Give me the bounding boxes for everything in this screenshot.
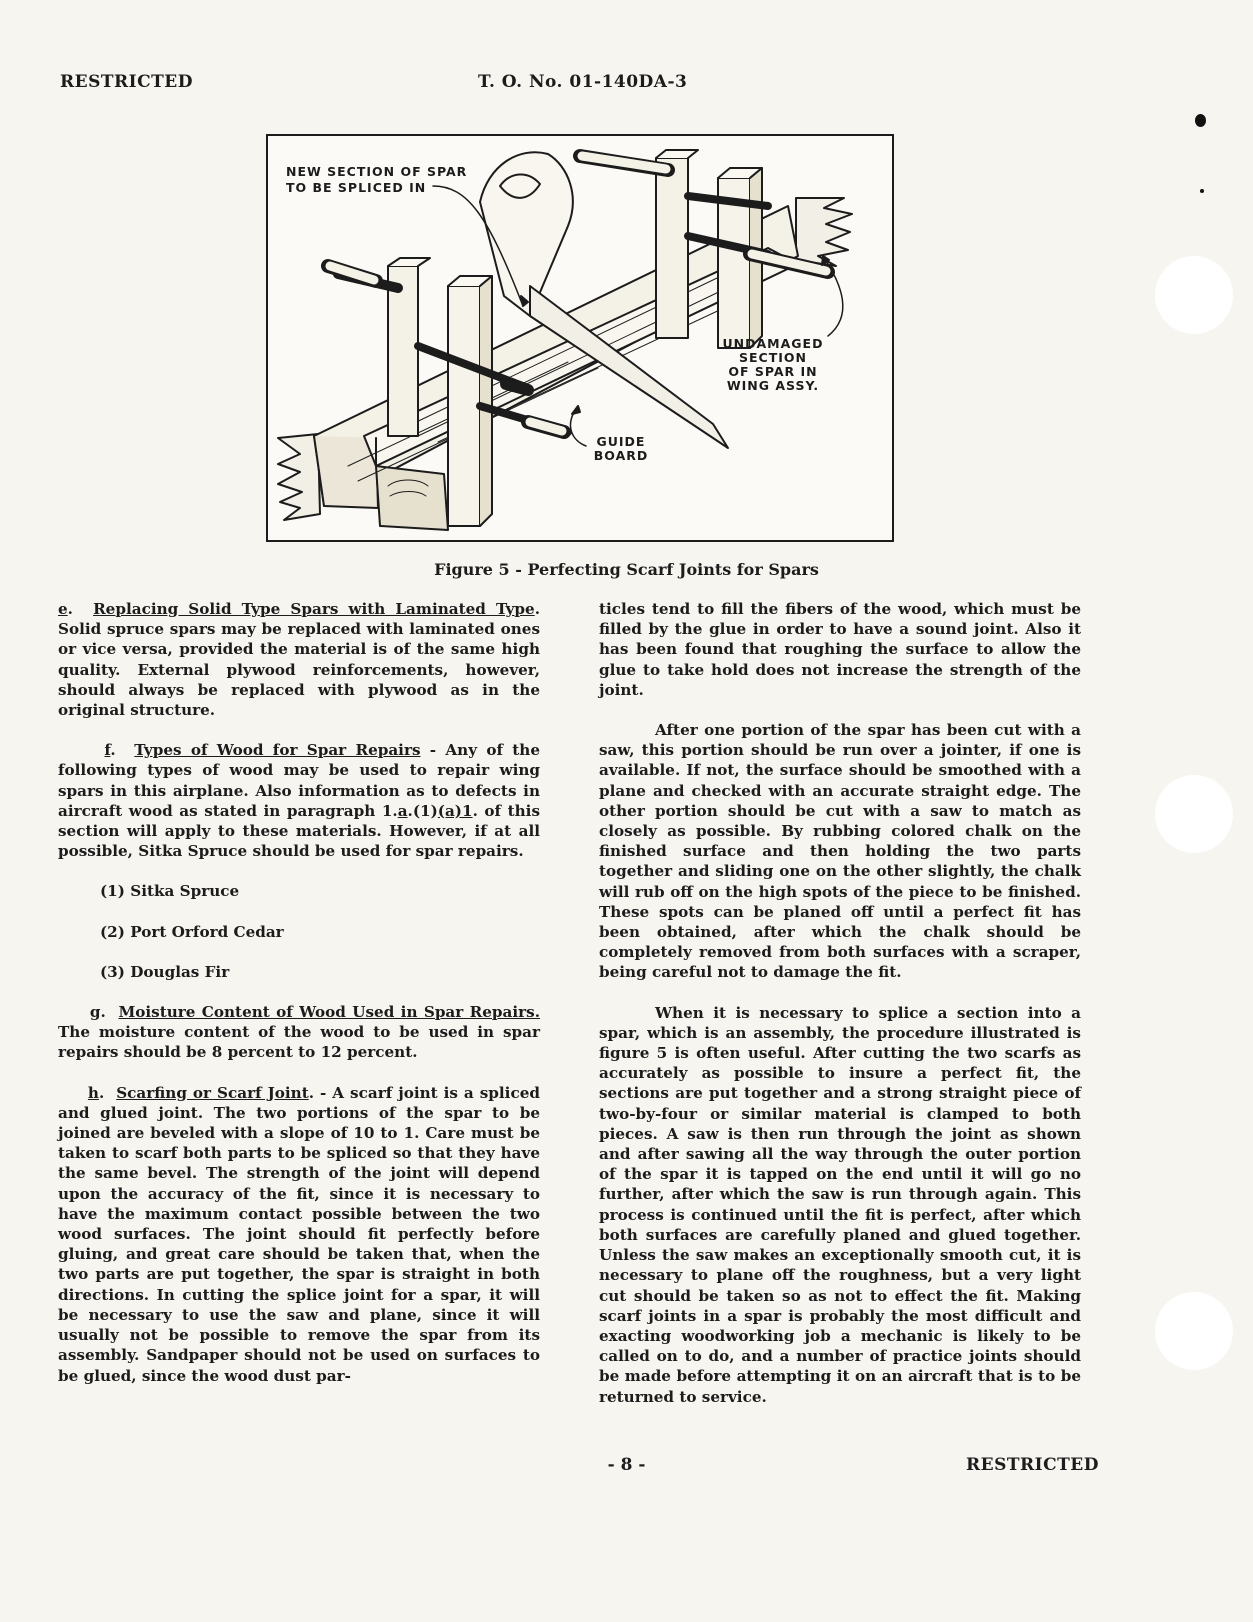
paragraph-h-heading: Scarfing or Scarf Joint xyxy=(116,1083,309,1102)
callout-new-section-line1: NEW SECTION OF SPAR xyxy=(286,164,468,179)
callout-new-section-line2: TO BE SPLICED IN xyxy=(286,180,427,195)
left-text-column xyxy=(58,599,540,1386)
splintered-spar-end-left xyxy=(278,434,320,520)
paragraph-h: h. Scarfing or Scarf Joint. - A scarf joint is a spliced and glued joint. The two portions of the spar to be joined are beveled with a slope of 10 to 1. Care must be taken to scarf both parts to be spliced so that they have the same bevel. The strength of the joint will depend upon the accuracy of the fit, since it is necessary to have the maximum contact possible between the two wood surfaces. The joint should fit perfectly before gluing, and great care should be taken that, when the two parts are put together, the spar is straight in both directions. In cutting the splice joint for a spar, it will be necessary to use the saw and plane, since it will usually not be possible to remove the spar from its assembly. Sandpaper should not be used on surfaces to be glued, since the wood dust par- xyxy=(58,1083,540,1385)
wood-type-item: (3) Douglas Fir xyxy=(100,962,230,981)
document-number: T. O. No. 01-140DA-3 xyxy=(478,72,688,92)
binder-hole-middle xyxy=(1155,775,1233,853)
paragraph-g-body: The moisture content of the wood to be used in spar repairs should be 8 percent to 12 percent. xyxy=(58,1023,540,1062)
callout-undamaged-line2: SECTION xyxy=(739,350,807,365)
ink-speck xyxy=(1200,189,1204,193)
paragraph-ref-item: 1 xyxy=(462,801,473,820)
paragraph-e: e. Replacing Solid Type Spars with Laminated Type. Solid spruce spars may be replaced with laminated ones or vice versa, provided the material is of the same high quality. External plywood reinforcements, however, should always be replaced with plywood as in the original structure. xyxy=(58,600,540,720)
paragraph-f-heading: Types of Wood for Spar Repairs xyxy=(134,741,421,760)
binder-hole-top xyxy=(1155,256,1233,334)
paragraph-h-marker: h xyxy=(87,1083,99,1102)
paragraph-g-marker: g xyxy=(89,1003,101,1022)
paragraph-ref-sub: .(1) xyxy=(407,801,438,820)
figure-caption: Figure 5 - Perfecting Scarf Joints for Spars xyxy=(434,560,819,579)
callout-guide-line1: GUIDE xyxy=(596,434,646,449)
wood-type-item: (2) Port Orford Cedar xyxy=(100,922,284,941)
paragraph-h-body: . - A scarf joint is a spliced and glued joint. The two portions of the spar to be joined are beveled with a slope of 10 to 1. Care must be taken to scarf both parts to be spliced so that they have the same bevel. The strength of the joint will depend upon the accuracy of the fit, since it is necessary to have the maximum contact possible between the two wood surfaces. The joint should fit perfectly before gluing, and great care should be taken that, when the two parts are put together, the spar is straight in both directions. In cutting the splice joint for a spar, it will be necessary to use the saw and plane, since it will usually not be possible to remove the spar from its assembly. Sandpaper should not be used on surfaces to be glued, since the wood dust par- xyxy=(58,1083,540,1385)
paragraph-e-body: Solid spruce spars may be replaced with laminated ones or vice versa, provided the material is of the same high quality. External plywood reinforcements, however, should always be replaced with plywood as in the original structure. xyxy=(58,620,540,720)
page-footer-classification: RESTRICTED xyxy=(966,1455,1099,1475)
callout-undamaged-line4: WING ASSY. xyxy=(726,378,820,393)
clamp-jaw-left-front xyxy=(448,286,480,526)
paragraph-e-heading: Replacing Solid Type Spars with Laminated Type xyxy=(93,600,535,618)
paragraph-jointer: After one portion of the spar has been cut with a saw, this portion should be run over a jointer, if one is available. If not, the surface should be smoothed with a plane and checked with an accurate straight edge. The other portion should be cut with a saw to match as closely as possible. By rubbing colored chalk on the finished surface and then holding the two parts together and sliding one on the other slightly, the chalk will rub off on the high spots of the piece to be finished. These spots can be planed off until a perfect fit has been obtained, after which the chalk should be completely removed from both surfaces with a scraper, being careful not to damage the fit. xyxy=(599,721,1081,982)
paragraph-f-body-part2: . of this section will apply to these materials. However, if at all possible, Sitka Spruce should be used for spar repairs. xyxy=(58,801,541,861)
right-text-column xyxy=(599,599,1081,1407)
page-number: - 8 - xyxy=(607,1455,646,1475)
paragraph-ref-letter: a xyxy=(397,801,408,820)
callout-undamaged-line3: OF SPAR IN xyxy=(728,364,818,379)
ink-spot xyxy=(1195,114,1206,127)
paragraph-e-marker: e xyxy=(58,600,68,618)
paragraph-continued: ticles tend to fill the fibers of the wood, which must be filled by the glue in order to have a sound joint. Also it has been found that roughing the surface to allow the glue to take hold does not increase the strength of the joint. xyxy=(599,600,1081,699)
callout-undamaged-line1: UNDAMAGED xyxy=(722,336,824,351)
paragraph-g-heading: Moisture Content of Wood Used in Spar Repairs. xyxy=(118,1003,540,1022)
paragraph-g: g. Moisture Content of Wood Used in Spar Repairs. The moisture content of the wood to be used in spar repairs should be 8 percent to 12 percent. xyxy=(58,1003,540,1062)
paragraph-ref-number: 1. xyxy=(381,801,398,820)
wood-type-item: (1) Sitka Spruce xyxy=(100,882,240,901)
scarf-joint-drawing xyxy=(268,136,892,540)
callout-guide-line2: BOARD xyxy=(593,448,649,463)
paragraph-splice-procedure: When it is necessary to splice a section into a spar, which is an assembly, the procedure illustrated is figure 5 is often useful. After cutting the two scarfs as accurately as possible to insure a perfect fit, the sections are put together and a strong straight piece of two-by-four or similar material is clamped to both pieces. A saw is then run through the joint as shown and after sawing all the way through the outer portion of the spar it is tapped on the end until it will go no further, after which the saw is run through again. This process is continued until the fit is perfect, after which both surfaces are carefully planed and glued together. Unless the saw makes an exceptionally smooth cut, it is necessary to plane off the roughness, but a very light cut should be taken so as not to effect the fit. Making scarf joints in a spar is probably the most difficult and exacting woodworking job a mechanic is likely to be called on to do, and a number of practice joints should be made before attempting it on an aircraft that is to be returned to service. xyxy=(599,1003,1081,1406)
paragraph-f-marker: f xyxy=(104,741,111,760)
clamp-jaw-right-rear xyxy=(656,158,688,338)
page-header-left: RESTRICTED xyxy=(60,72,193,92)
figure-5-illustration xyxy=(266,134,894,542)
binder-hole-bottom xyxy=(1155,1292,1233,1370)
paragraph-f: f. Types of Wood for Spar Repairs - Any of the following types of wood may be used to repair wing spars in this airplane. Also information as to defects in aircraft wood as stated in paragraph 1.a.(1)(a)1. of this section will apply to these materials. However, if at all possible, Sitka Spruce should be used for spar repairs. xyxy=(58,741,541,861)
paragraph-ref-subletter: (a) xyxy=(437,801,462,820)
paragraph-f-body-part1: - Any of the following types of wood may be used to repair wing spars in this airplane. Also information as to defects in aircraft wood as stated in paragraph xyxy=(58,741,540,820)
